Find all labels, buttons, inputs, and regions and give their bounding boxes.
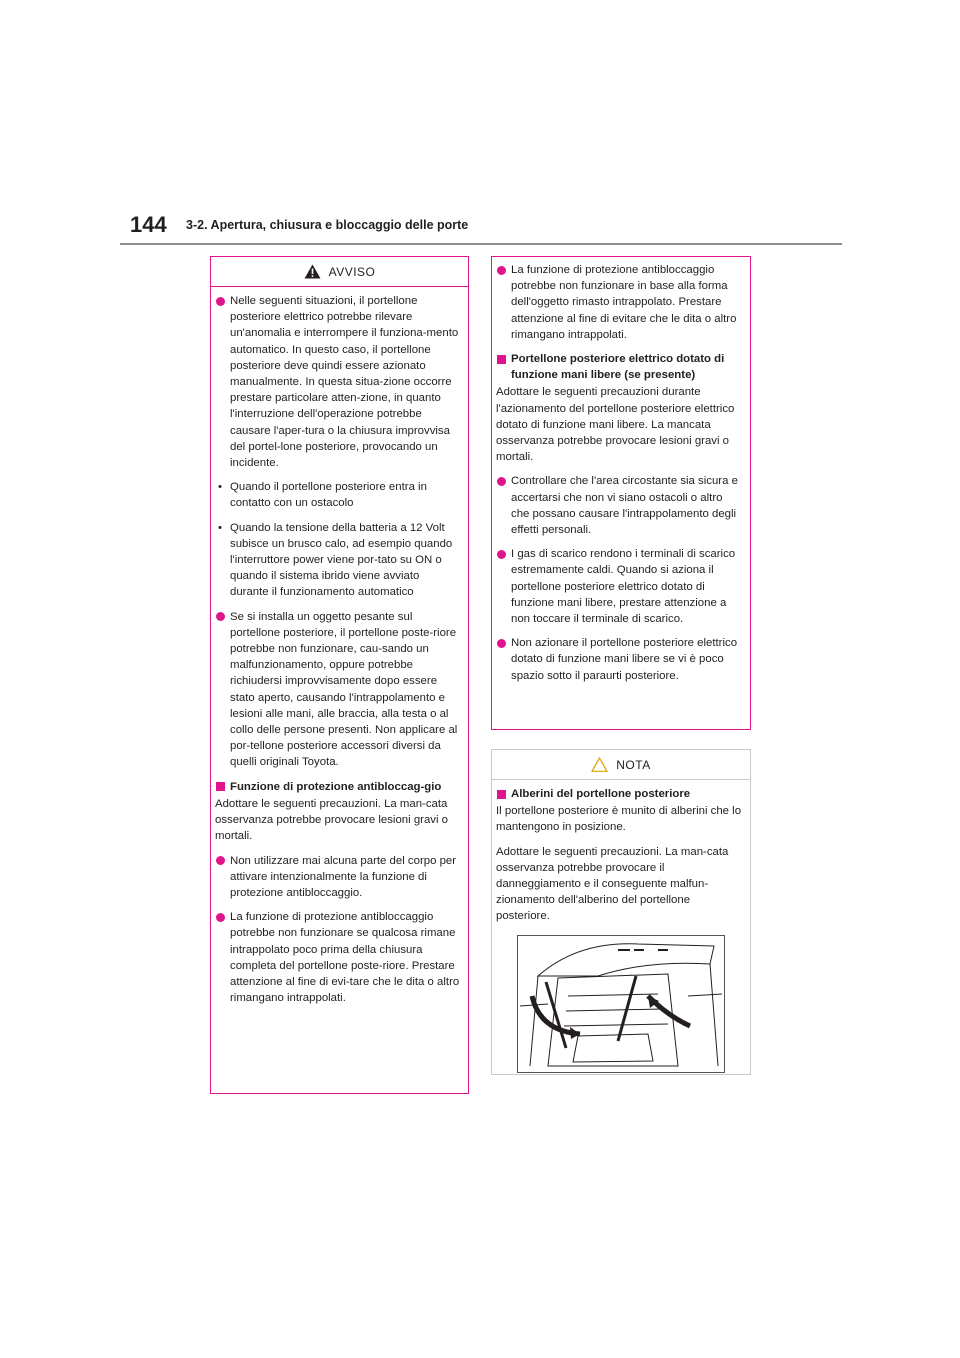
warning-title: AVVISO xyxy=(328,264,376,279)
list-item: I gas di scarico rendono i terminali di scarico estremamente caldi. Quando si aziona il portellone posteriore elettrico dotato di funzione mani libere, prestare attenzione a non toccare il terminale di scarico. xyxy=(496,546,743,627)
tailgate-strut-illustration xyxy=(517,935,725,1073)
note-box xyxy=(491,749,751,1075)
list-item: Non azionare il portellone posteriore elettrico dotato di funzione mani libere se vi è poco spazio sotto il paraurti posteriore. xyxy=(496,635,743,684)
warning-header xyxy=(211,257,468,287)
paragraph: Il portellone posteriore è munito di alberini che lo mantengono in posizione. xyxy=(496,805,742,834)
section-heading: Alberini del portellone posteriore xyxy=(496,786,743,802)
note-title: NOTA xyxy=(616,757,651,772)
warning-box-right xyxy=(491,256,751,730)
chapter-title: 3-2. Apertura, chiusura e bloccaggio delle porte xyxy=(186,218,469,232)
page-number: 144 xyxy=(130,212,167,237)
list-item: Nelle seguenti situazioni, il portellone posteriore elettrico potrebbe rilevare un'anomalia e interrompere il funziona-mento automatico. In questo caso, il portellone posteriore deve quindi essere azionato manualmente. In questa situa-zione occorre prestare particolare atten-zione, in quanto l'interruzione dell'operazione potrebbe causare l'aper-tura o la chiusura improvvisa del portel-lone posteriore, provocando un incidente. xyxy=(215,293,461,471)
list-item: Se si installa un oggetto pesante sul portellone posteriore, il portellone poste-riore potrebbe non funzionare, cau-sando un malfunzionamento, oppure potrebbe richiudersi improvvisamente dopo essere stato aperto, causando l'intrappolamento e lesioni alle mani, alle braccia, alla testa o al collo delle persone presenti. Non applicare al por-tellone posteriore accessori diversi da quelli originali Toyota. xyxy=(215,609,461,771)
paragraph: Adottare le seguenti precauzioni durante l'azionamento del portellone posteriore elettrico dotato di funzione mani libere. La mancata osservanza potrebbe provocare lesioni gravi o mortali. xyxy=(496,386,735,464)
paragraph: Adottare le seguenti precauzioni. La man-cata osservanza potrebbe provocare lesioni gravi o mortali. xyxy=(215,797,449,843)
list-item: La funzione di protezione antibloccaggio potrebbe non funzionare se qualcosa rimane intrappolato poco prima della chiusura completa del portellone poste-riore. Prestare attenzione al fine di evi-tare che le dita o altro rimangano intrappolati. xyxy=(215,909,461,1006)
section-heading: Portellone posteriore elettrico dotato di funzione mani libere (se presente) xyxy=(496,351,743,383)
note-header xyxy=(492,750,750,780)
section-heading: Funzione di protezione antibloccag-gio xyxy=(215,779,461,795)
list-item: Controllare che l'area circostante sia sicura e accertarsi che non vi siano ostacoli o altro che possano causare l'intrappolamento degli effetti personali. xyxy=(496,473,743,538)
warning-body-right xyxy=(492,257,750,684)
list-item: La funzione di protezione antibloccaggio potrebbe non funzionare in base alla forma dell'oggetto rimasto intrappolato. Prestare attenzione al fine di evitare che le dita o altro rimangano intrappolati. xyxy=(496,262,743,343)
warning-body-left xyxy=(211,287,468,1006)
header-rule xyxy=(120,243,842,245)
list-item: • Quando la tensione della batteria a 12 Volt subisce un brusco calo, ad esempio quando l'interruttore power viene por-tato su ON o quando il sistema ibrido viene avviato durante il funzionamento automatico xyxy=(215,520,461,601)
list-item: • Quando il portellone posteriore entra in contatto con un ostacolo xyxy=(215,479,461,511)
warning-triangle-icon xyxy=(304,264,321,279)
paragraph: Adottare le seguenti precauzioni. La man-cata osservanza potrebbe provocare il danneggiamento e il conseguente malfun-zionamento dell'alberino del portellone posteriore. xyxy=(496,845,729,923)
warning-box-left xyxy=(210,256,469,1094)
list-item: Non utilizzare mai alcuna parte del corpo per attivare intenzionalmente la funzione di protezione antibloccaggio. xyxy=(215,853,461,902)
note-body xyxy=(492,780,750,925)
caution-outline-icon xyxy=(591,757,608,772)
